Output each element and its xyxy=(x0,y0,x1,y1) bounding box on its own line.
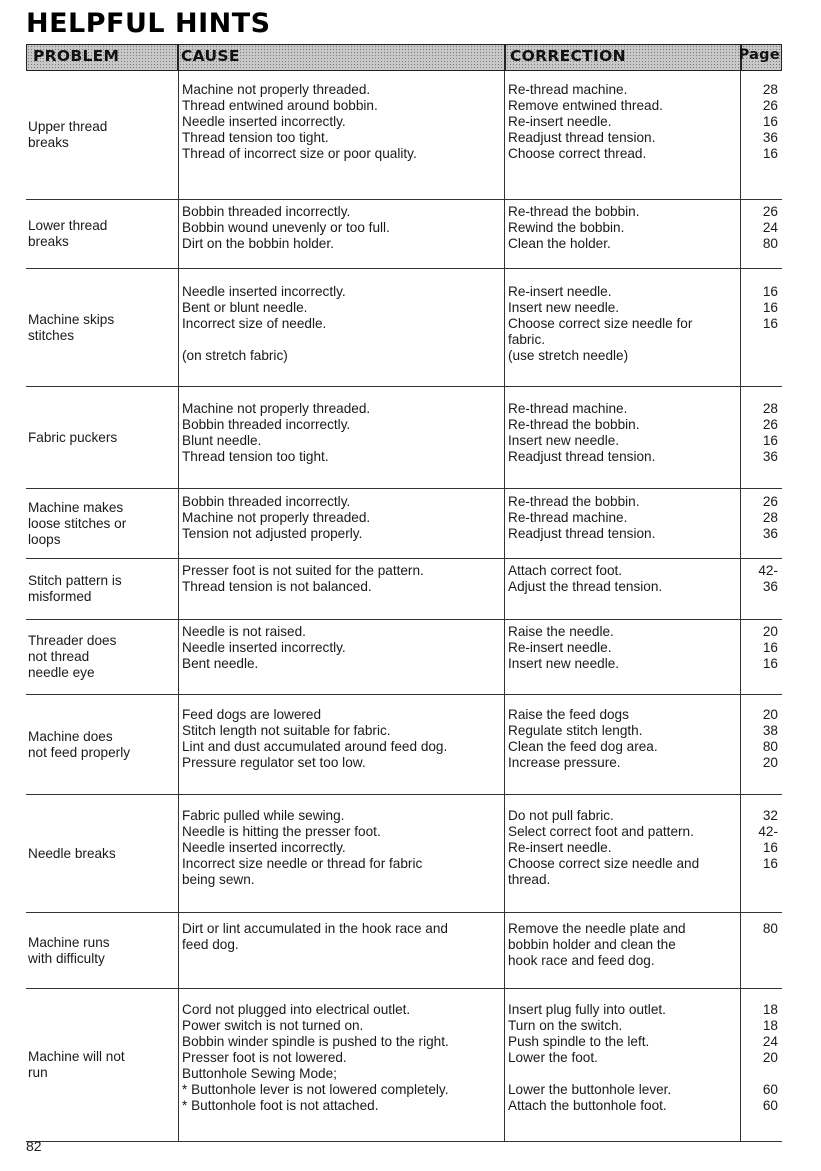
page-cell-line: 26 xyxy=(762,98,778,113)
page-cell-line: 80 xyxy=(762,921,778,936)
table-row xyxy=(26,559,782,620)
correction-cell-line: Re-thread the bobbin. xyxy=(508,417,640,432)
correction-cell-line: Re-thread the bobbin. xyxy=(508,494,640,509)
correction-cell-line: Re-thread machine. xyxy=(508,510,628,525)
header-cause-label: CAUSE xyxy=(181,47,240,65)
correction-cell-line: thread. xyxy=(508,872,551,887)
cause-cell-line: Power switch is not turned on. xyxy=(182,1018,364,1033)
table-row xyxy=(26,387,782,489)
correction-cell xyxy=(505,200,741,268)
correction-cell xyxy=(505,71,741,199)
page-cell xyxy=(741,269,782,386)
header-page xyxy=(738,44,782,71)
correction-cell-line: Raise the needle. xyxy=(508,624,614,639)
correction-cell-line: Choose correct size needle for xyxy=(508,316,693,331)
correction-cell-line: Do not pull fabric. xyxy=(508,808,614,823)
page-cell-line: 16 xyxy=(762,840,778,855)
cause-cell xyxy=(178,989,505,1141)
page-cell xyxy=(741,387,782,488)
problem-cell xyxy=(26,387,178,488)
problem-cell xyxy=(26,795,178,912)
correction-cell-line: Attach the buttonhole foot. xyxy=(508,1098,667,1113)
problem-cell-line: needle eye xyxy=(28,665,95,680)
cause-cell-line: Bobbin threaded incorrectly. xyxy=(182,417,351,432)
problem-cell-line: Threader does xyxy=(28,633,117,648)
correction-cell-line: Choose correct size needle and xyxy=(508,856,700,871)
page-cell xyxy=(741,795,782,912)
problem-cell xyxy=(26,200,178,268)
cause-cell-line: Presser foot is not lowered. xyxy=(182,1050,347,1065)
page-cell-line: 60 xyxy=(762,1082,778,1097)
page-cell xyxy=(741,559,782,619)
correction-cell-line: Remove the needle plate and xyxy=(508,921,686,936)
cause-cell-line: Machine not properly threaded. xyxy=(182,510,371,525)
hints-table xyxy=(26,71,782,1142)
cause-cell-line: Dirt or lint accumulated in the hook race and xyxy=(182,921,448,936)
cause-cell-line: Needle inserted incorrectly. xyxy=(182,840,346,855)
correction-cell-line: Re-thread machine. xyxy=(508,82,628,97)
table-row xyxy=(26,200,782,269)
correction-cell-line: Remove entwined thread. xyxy=(508,98,663,113)
table-row xyxy=(26,269,782,387)
correction-cell-line: Select correct foot and pattern. xyxy=(508,824,694,839)
page-cell-line: 36 xyxy=(762,579,778,594)
page-cell-line: 60 xyxy=(762,1098,778,1113)
cause-cell-line: Needle is not raised. xyxy=(182,624,306,639)
correction-cell-line: Re-insert needle. xyxy=(508,840,612,855)
page-cell xyxy=(741,913,782,988)
page-cell-line: 36 xyxy=(762,526,778,541)
page-cell-line: 42- xyxy=(758,824,778,839)
problem-cell-line: Fabric puckers xyxy=(28,429,118,445)
cause-cell xyxy=(178,695,505,794)
page-cell-line: 20 xyxy=(762,755,778,770)
page-cell xyxy=(741,71,782,199)
correction-cell-line: Regulate stitch length. xyxy=(508,723,643,738)
cause-cell-line: Stitch length not suitable for fabric. xyxy=(182,723,391,738)
correction-cell-line: Re-insert needle. xyxy=(508,114,612,129)
header-page-label: Page xyxy=(738,47,780,63)
correction-cell-line: Choose correct thread. xyxy=(508,146,647,161)
page-cell-line: 24 xyxy=(762,220,778,235)
correction-cell-line: Readjust thread tension. xyxy=(508,526,656,541)
header-problem-label: PROBLEM xyxy=(33,47,120,65)
problem-cell-line: Needle breaks xyxy=(28,845,116,861)
correction-cell-line: Lower the buttonhole lever. xyxy=(508,1082,672,1097)
page-cell-line: 20 xyxy=(762,1050,778,1065)
page-cell-line xyxy=(741,872,778,888)
table-row xyxy=(26,71,782,200)
cause-cell-line: Bent or blunt needle. xyxy=(182,300,308,315)
cause-cell-line: Cord not plugged into electrical outlet. xyxy=(182,1002,411,1017)
cause-cell-line: Incorrect size of needle. xyxy=(182,316,327,331)
cause-cell xyxy=(178,71,505,199)
page-cell xyxy=(741,200,782,268)
correction-cell xyxy=(505,989,741,1141)
page-cell-line: 28 xyxy=(762,401,778,416)
cause-cell-line: Presser foot is not suited for the pattern. xyxy=(182,563,424,578)
problem-cell-line: with difficulty xyxy=(28,950,105,966)
correction-cell-line: Insert plug fully into outlet. xyxy=(508,1002,666,1017)
correction-cell-line: Readjust thread tension. xyxy=(508,449,656,464)
correction-cell-line: Re-thread machine. xyxy=(508,401,628,416)
problem-cell-line: loose stitches or xyxy=(28,515,127,531)
correction-cell xyxy=(505,795,741,912)
correction-cell-line: Re-insert needle. xyxy=(508,284,612,299)
problem-cell xyxy=(26,489,178,558)
cause-cell-line: Bobbin threaded incorrectly. xyxy=(182,494,351,509)
page-cell xyxy=(741,620,782,694)
cause-cell-line: (on stretch fabric) xyxy=(182,348,288,363)
page-cell-line: 36 xyxy=(762,449,778,464)
page-cell-line: 16 xyxy=(762,316,778,331)
cause-cell-line: Thread tension too tight. xyxy=(182,130,329,145)
problem-cell xyxy=(26,695,178,794)
header-problem xyxy=(26,44,178,71)
correction-cell-line: Clean the feed dog area. xyxy=(508,739,658,754)
page-title: HELPFUL HINTS xyxy=(26,8,271,39)
correction-cell-line: Insert new needle. xyxy=(508,300,620,315)
cause-cell xyxy=(178,200,505,268)
cause-cell-line: Bent needle. xyxy=(182,656,259,671)
page-cell-line: 80 xyxy=(762,739,778,754)
correction-cell-line: (use stretch needle) xyxy=(508,348,629,363)
correction-cell xyxy=(505,913,741,988)
page-cell-line: 20 xyxy=(762,624,778,639)
correction-cell-line: Push spindle to the left. xyxy=(508,1034,650,1049)
cause-cell xyxy=(178,913,505,988)
problem-cell-line: loops xyxy=(28,531,61,547)
problem-cell xyxy=(26,913,178,988)
problem-cell-line: Upper thread xyxy=(28,119,108,134)
correction-cell-line: fabric. xyxy=(508,332,546,347)
page-cell-line: 28 xyxy=(762,510,778,525)
problem-cell-line: Machine makes xyxy=(28,499,124,515)
table-row xyxy=(26,620,782,695)
cause-cell-line: Dirt on the bobbin holder. xyxy=(182,236,334,251)
page-cell-line: 24 xyxy=(762,1034,778,1049)
problem-cell xyxy=(26,269,178,386)
cause-cell xyxy=(178,620,505,694)
page-cell-line: 42- xyxy=(758,563,778,578)
problem-cell-line: run xyxy=(28,1065,48,1080)
problem-cell xyxy=(26,989,178,1141)
cause-cell-line: Feed dogs are lowered xyxy=(182,707,322,722)
correction-cell-line: Rewind the bobbin. xyxy=(508,220,625,235)
correction-cell-line: Clean the holder. xyxy=(508,236,611,251)
page-cell xyxy=(741,695,782,794)
page-cell-line xyxy=(741,332,778,348)
correction-cell-line: bobbin holder and clean the xyxy=(508,937,676,952)
page-cell-line: 36 xyxy=(762,130,778,145)
correction-cell-line: Readjust thread tension. xyxy=(508,130,656,145)
correction-cell-line: hook race and feed dog. xyxy=(508,953,655,968)
correction-cell-line: Insert new needle. xyxy=(508,656,620,671)
page-cell-line: 26 xyxy=(762,204,778,219)
correction-cell xyxy=(505,489,741,558)
cause-cell-line: Thread tension is not balanced. xyxy=(182,579,372,594)
page-cell-line: 38 xyxy=(762,723,778,738)
page-cell xyxy=(741,489,782,558)
page-cell-line xyxy=(741,953,778,969)
cause-cell-line: Buttonhole Sewing Mode; xyxy=(182,1066,337,1081)
problem-cell-line: Machine does xyxy=(28,728,113,744)
page-cell-line xyxy=(741,348,778,364)
correction-cell-line: Re-insert needle. xyxy=(508,640,612,655)
page-cell-line: 16 xyxy=(762,656,778,671)
header-correction-label: CORRECTION xyxy=(510,47,626,65)
cause-cell-line: Incorrect size needle or thread for fabric xyxy=(182,856,423,871)
cause-cell-line: Machine not properly threaded. xyxy=(182,401,371,416)
page-cell xyxy=(741,989,782,1141)
page-cell-line: 16 xyxy=(762,300,778,315)
table-row xyxy=(26,489,782,559)
page-cell-line: 80 xyxy=(762,236,778,251)
cause-cell-line: Bobbin threaded incorrectly. xyxy=(182,204,351,219)
cause-cell-line: Pressure regulator set too low. xyxy=(182,755,366,770)
table-row xyxy=(26,913,782,989)
cause-cell-line: Needle is hitting the presser foot. xyxy=(182,824,381,839)
page-cell-line: 16 xyxy=(762,284,778,299)
problem-cell xyxy=(26,620,178,694)
cause-cell-line: being sewn. xyxy=(182,872,255,887)
correction-cell-line: Attach correct foot. xyxy=(508,563,623,578)
table-row xyxy=(26,795,782,913)
table-row xyxy=(26,989,782,1142)
cause-cell-line: Bobbin wound unevenly or too full. xyxy=(182,220,390,235)
cause-cell-line: Thread of incorrect size or poor quality. xyxy=(182,146,417,161)
cause-cell-line: Machine not properly threaded. xyxy=(182,82,371,97)
cause-cell-line: Needle inserted incorrectly. xyxy=(182,114,346,129)
page-cell-line xyxy=(741,1066,778,1082)
page-cell-line: 28 xyxy=(762,82,778,97)
correction-cell xyxy=(505,269,741,386)
problem-cell-line: Machine runs xyxy=(28,934,110,950)
page-number: 82 xyxy=(26,1138,42,1154)
problem-cell xyxy=(26,71,178,199)
correction-cell-line: Re-thread the bobbin. xyxy=(508,204,640,219)
page-cell-line: 26 xyxy=(762,494,778,509)
cause-cell xyxy=(178,489,505,558)
problem-cell-line: not thread xyxy=(28,649,90,664)
cause-cell-line: feed dog. xyxy=(182,937,239,952)
cause-cell-line: Lint and dust accumulated around feed dog. xyxy=(182,739,448,754)
problem-cell xyxy=(26,559,178,619)
problem-cell-line: Lower thread xyxy=(28,218,108,233)
correction-cell-line: Raise the feed dogs xyxy=(508,707,629,722)
cause-cell-line: Thread entwined around bobbin. xyxy=(182,98,378,113)
problem-cell-line: Stitch pattern is xyxy=(28,573,122,588)
cause-cell xyxy=(178,269,505,386)
problem-cell-line: Machine will not xyxy=(28,1049,125,1064)
cause-cell xyxy=(178,795,505,912)
header-correction xyxy=(505,44,741,71)
correction-cell xyxy=(505,695,741,794)
page-cell-line: 16 xyxy=(762,114,778,129)
page-cell-line xyxy=(741,937,778,953)
correction-cell-line: Increase pressure. xyxy=(508,755,621,770)
correction-cell-line: Lower the foot. xyxy=(508,1050,598,1065)
correction-cell-line xyxy=(508,1066,740,1082)
cause-cell xyxy=(178,387,505,488)
table-row xyxy=(26,695,782,795)
problem-cell-line: stitches xyxy=(28,327,75,343)
page-cell-line: 18 xyxy=(762,1002,778,1017)
cause-cell-line xyxy=(182,332,504,348)
page-cell-line: 16 xyxy=(762,856,778,871)
correction-cell xyxy=(505,387,741,488)
header-cause xyxy=(178,44,505,71)
cause-cell xyxy=(178,559,505,619)
page-cell-line: 18 xyxy=(762,1018,778,1033)
page-cell-line: 20 xyxy=(762,707,778,722)
page-cell-line: 16 xyxy=(762,640,778,655)
cause-cell-line: * Buttonhole lever is not lowered completely. xyxy=(182,1082,449,1097)
problem-cell-line: not feed properly xyxy=(28,744,131,760)
page-cell-line: 16 xyxy=(762,433,778,448)
cause-cell-line: Needle inserted incorrectly. xyxy=(182,640,346,655)
cause-cell-line: * Buttonhole foot is not attached. xyxy=(182,1098,379,1113)
correction-cell xyxy=(505,620,741,694)
problem-cell-line: breaks xyxy=(28,234,69,249)
page-cell-line: 16 xyxy=(762,146,778,161)
correction-cell xyxy=(505,559,741,619)
problem-cell-line: Machine skips xyxy=(28,311,115,327)
page-cell-line: 32 xyxy=(762,808,778,823)
problem-cell-line: misformed xyxy=(28,589,92,604)
cause-cell-line: Thread tension too tight. xyxy=(182,449,329,464)
cause-cell-line: Fabric pulled while sewing. xyxy=(182,808,345,823)
correction-cell-line: Insert new needle. xyxy=(508,433,620,448)
correction-cell-line: Adjust the thread tension. xyxy=(508,579,663,594)
cause-cell-line: Bobbin winder spindle is pushed to the right. xyxy=(182,1034,449,1049)
cause-cell-line: Blunt needle. xyxy=(182,433,262,448)
correction-cell-line: Turn on the switch. xyxy=(508,1018,623,1033)
page-cell-line: 26 xyxy=(762,417,778,432)
cause-cell-line: Tension not adjusted properly. xyxy=(182,526,363,541)
problem-cell-line: breaks xyxy=(28,135,69,150)
cause-cell-line: Needle inserted incorrectly. xyxy=(182,284,346,299)
